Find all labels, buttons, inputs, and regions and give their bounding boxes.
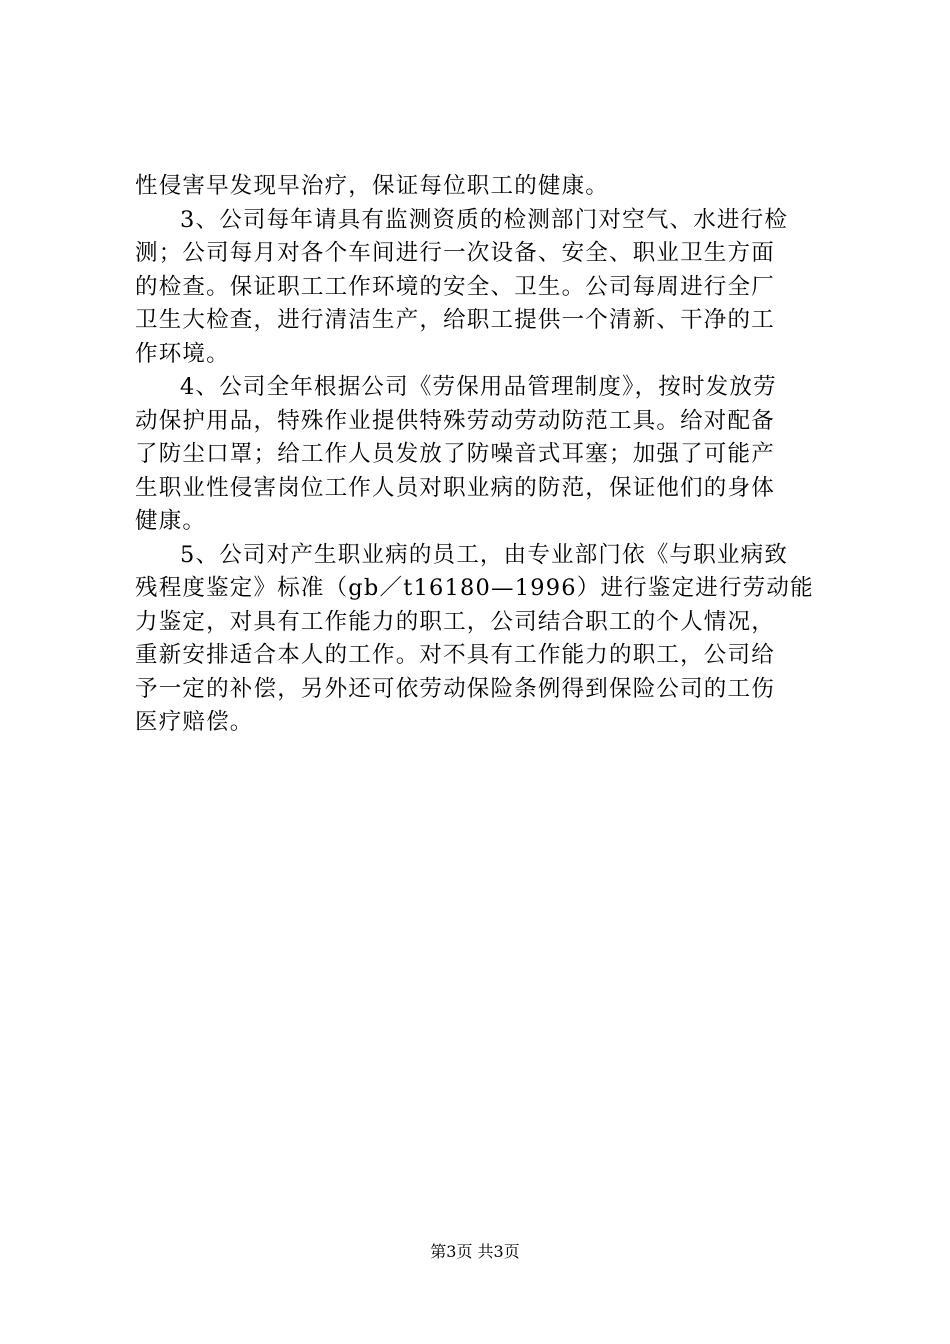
text-line: 5、公司对产生职业病的员工，由专业部门依《与职业病致 bbox=[180, 541, 789, 568]
text-line: 健康。 bbox=[135, 508, 207, 534]
page-number: 第3页 共3页 bbox=[430, 1242, 520, 1261]
document-body bbox=[135, 170, 825, 740]
text-line: 力鉴定，对具有工作能力的职工，公司结合职工的个人情况， bbox=[135, 608, 775, 635]
text-line: 的检查。保证职工工作环境的安全、卫生。公司每周进行全厂 bbox=[135, 273, 775, 300]
text-line: 了防尘口罩；给工作人员发放了防噪音式耳塞；加强了可能产 bbox=[135, 441, 775, 467]
text-line: 予一定的补偿，另外还可依劳动保险条例得到保险公司的工伤 bbox=[135, 675, 775, 702]
text-line: 残程度鉴定》标准（gb／t16180—1996）进行鉴定进行劳动能 bbox=[135, 575, 814, 601]
text-line: 生职业性侵害岗位工作人员对职业病的防范，保证他们的身体 bbox=[135, 474, 775, 501]
text-line: 性侵害早发现早治疗，保证每位职工的健康。 bbox=[135, 173, 610, 199]
text-line: 4、公司全年根据公司《劳保用品管理制度》，按时发放劳 bbox=[180, 374, 777, 400]
text-line: 动保护用品，特殊作业提供特殊劳动劳动防范工具。给对配备 bbox=[135, 407, 775, 434]
text-line: 作环境。 bbox=[135, 340, 230, 367]
text-line: 3、公司每年请具有监测资质的检测部门对空气、水进行检 bbox=[180, 206, 789, 233]
text-line: 医疗赔偿。 bbox=[135, 709, 254, 735]
text-line: 测；公司每月对各个车间进行一次设备、安全、职业卫生方面 bbox=[135, 240, 775, 266]
text-line: 卫生大检查，进行清洁生产，给职工提供一个清新、干净的工 bbox=[135, 307, 775, 333]
page-footer bbox=[0, 1240, 950, 1264]
text-line: 重新安排适合本人的工作。对不具有工作能力的职工，公司给 bbox=[135, 642, 775, 668]
